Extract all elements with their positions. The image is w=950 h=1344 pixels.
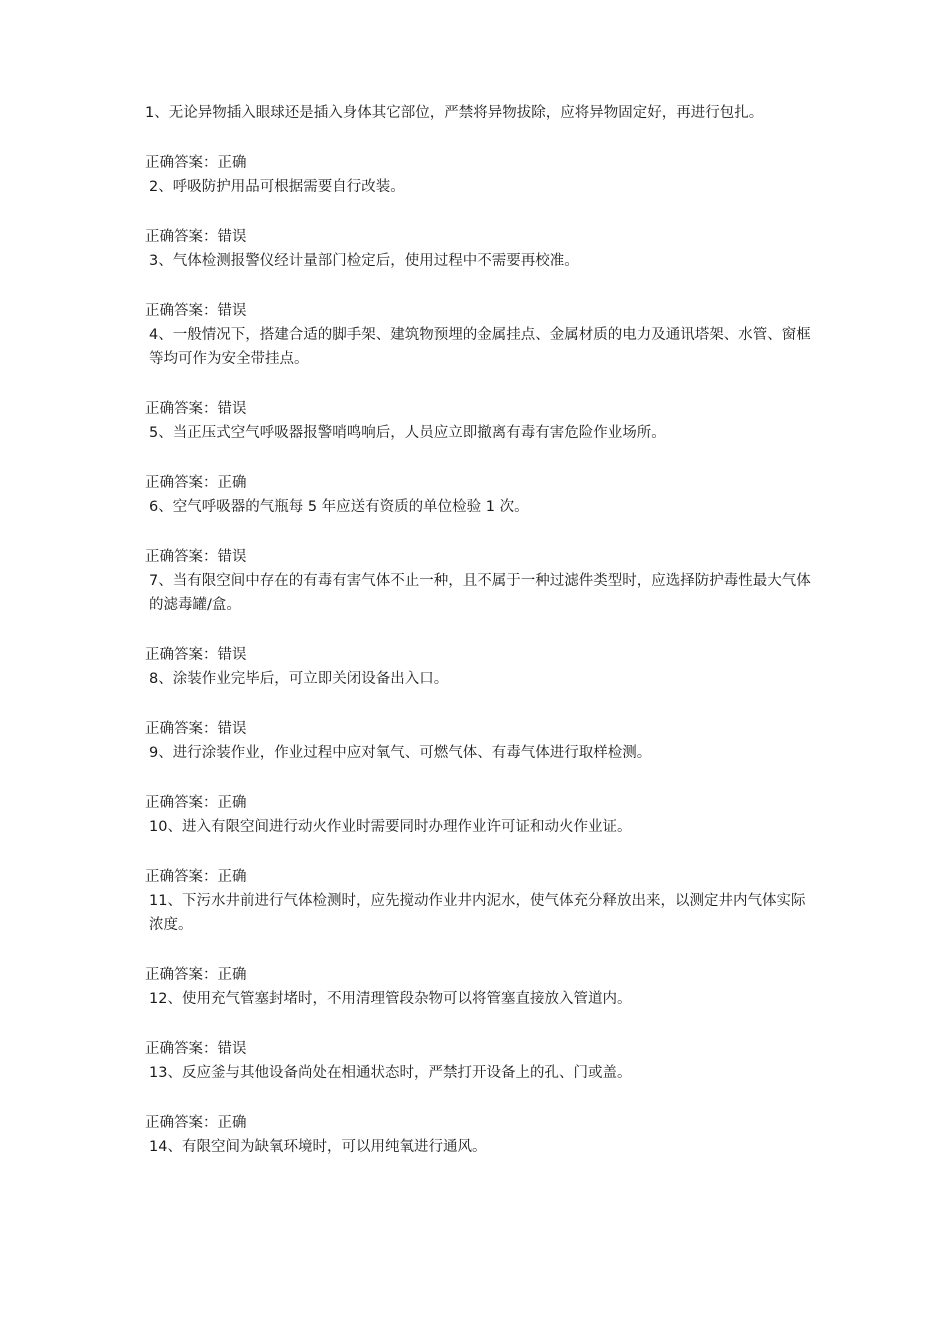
answer-value: 错误 — [217, 229, 247, 245]
question-text: 1、无论异物插入眼球还是插入身体其它部位，严禁将异物拔除，应将异物固定好，再进行包扎。 — [145, 105, 764, 121]
question-text: 9、进行涂装作业，作业过程中应对氧气、可燃气体、有毒气体进行取样检测。 — [149, 745, 652, 761]
question-item-14 — [145, 1135, 815, 1159]
question-item-10 — [145, 815, 815, 889]
question-item-9 — [145, 741, 815, 815]
question-text: 4、一般情况下，搭建合适的脚手架、建筑物预埋的金属挂点、金属材质的电力及通讯塔架、水管、窗框等均可作为安全带挂点。 — [149, 327, 811, 367]
question-text: 3、气体检测报警仪经计量部门检定后，使用过程中不需要再校准。 — [149, 253, 579, 269]
question-item-4 — [145, 323, 815, 421]
question-text: 10、进入有限空间进行动火作业时需要同时办理作业许可证和动火作业证。 — [149, 819, 632, 835]
answer-line: 正确答案：正确 — [145, 155, 247, 171]
question-text: 8、涂装作业完毕后，可立即关闭设备出入口。 — [149, 671, 449, 687]
answer-line: 正确答案：正确 — [145, 795, 247, 811]
question-item-5 — [145, 421, 815, 495]
answer-value: 正确 — [217, 967, 247, 983]
question-item-13 — [145, 1061, 815, 1135]
answer-value: 错误 — [217, 401, 247, 417]
question-list — [145, 101, 815, 1159]
answer-line: 正确答案：正确 — [145, 475, 247, 491]
answer-line: 正确答案：错误 — [145, 721, 247, 737]
question-text: 14、有限空间为缺氧环境时，可以用纯氧进行通风。 — [149, 1139, 487, 1155]
question-item-7 — [145, 569, 815, 667]
answer-value: 正确 — [217, 795, 247, 811]
question-text: 13、反应釜与其他设备尚处在相通状态时，严禁打开设备上的孔、门或盖。 — [149, 1065, 632, 1081]
answer-line: 正确答案：错误 — [145, 229, 247, 245]
answer-line: 正确答案：错误 — [145, 303, 247, 319]
question-item-6 — [145, 495, 815, 569]
answer-line: 正确答案：正确 — [145, 1115, 247, 1131]
question-text: 12、使用充气管塞封堵时，不用清理管段杂物可以将管塞直接放入管道内。 — [149, 991, 632, 1007]
answer-line: 正确答案：错误 — [145, 647, 247, 663]
question-item-1 — [145, 101, 815, 175]
answer-value: 错误 — [217, 303, 247, 319]
answer-line: 正确答案：错误 — [145, 401, 247, 417]
question-item-11 — [145, 889, 815, 987]
answer-value: 正确 — [217, 155, 247, 171]
answer-line: 正确答案：正确 — [145, 967, 247, 983]
question-text: 5、当正压式空气呼吸器报警哨鸣响后，人员应立即撤离有毒有害危险作业场所。 — [149, 425, 666, 441]
answer-line: 正确答案：错误 — [145, 1041, 247, 1057]
answer-line: 正确答案：正确 — [145, 869, 247, 885]
answer-value: 正确 — [217, 475, 247, 491]
question-item-3 — [145, 249, 815, 323]
answer-value: 正确 — [217, 869, 247, 885]
question-text: 7、当有限空间中存在的有毒有害气体不止一种，且不属于一种过滤件类型时，应选择防护毒性最大气体的滤毒罐/盒。 — [149, 573, 811, 613]
question-item-2 — [145, 175, 815, 249]
answer-value: 错误 — [217, 721, 247, 737]
question-text: 6、空气呼吸器的气瓶每 5 年应送有资质的单位检验 1 次。 — [149, 499, 529, 515]
answer-value: 错误 — [217, 549, 247, 565]
answer-value: 正确 — [217, 1115, 247, 1131]
question-item-8 — [145, 667, 815, 741]
question-text: 11、下污水井前进行气体检测时，应先搅动作业井内泥水，使气体充分释放出来，以测定井内气体实际浓度。 — [149, 893, 806, 933]
answer-value: 错误 — [217, 1041, 247, 1057]
question-item-12 — [145, 987, 815, 1061]
question-text: 2、呼吸防护用品可根据需要自行改装。 — [149, 179, 405, 195]
answer-value: 错误 — [217, 647, 247, 663]
answer-line: 正确答案：错误 — [145, 549, 247, 565]
